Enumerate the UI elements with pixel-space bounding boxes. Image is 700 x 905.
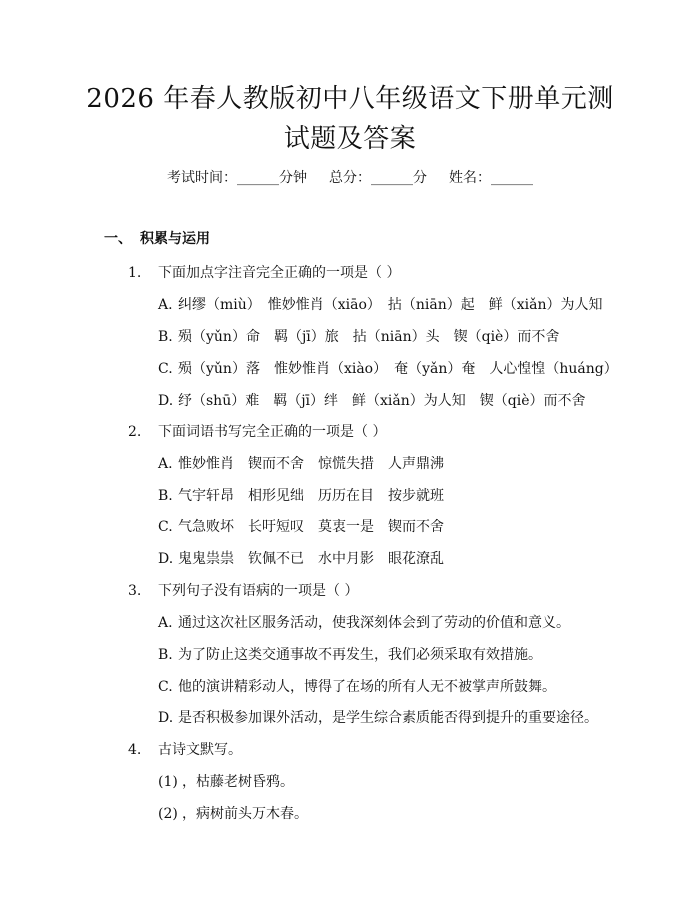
option-text: 殒（yǔn）命 羁（jī）旅 拈（niān）头 锲（qiè）而不舍: [178, 329, 560, 345]
exam-time-field: 考试时间：______分钟: [167, 170, 307, 186]
question-number: 4.: [128, 742, 142, 758]
question-1: [128, 263, 400, 283]
option-label: B.: [158, 329, 173, 345]
q1-option-c: [158, 359, 618, 379]
question-text: 下列句子没有语病的一项是（ ）: [158, 583, 359, 599]
option-label: C.: [158, 361, 173, 377]
option-text: 殒（yǔn）落 惟妙惟肖（xiào） 奄（yǎn）奄 人心惶惶（huáng）: [178, 361, 618, 377]
option-text: 他的演讲精彩动人，博得了在场的所有人无不被掌声所鼓舞。: [178, 679, 556, 695]
question-text: 古诗文默写。: [158, 742, 242, 758]
section-heading: [104, 229, 210, 249]
item-text: ，枯藤老树昏鸦。: [182, 774, 294, 790]
item-label: (2): [158, 806, 178, 822]
question-text: 下面加点字注音完全正确的一项是（ ）: [158, 265, 401, 281]
option-label: A.: [158, 456, 173, 472]
option-label: B.: [158, 488, 173, 504]
name-field: 姓名：______: [449, 170, 533, 186]
q1-option-a: [158, 295, 603, 315]
option-text: 纾（shū）难 羁（jī）绊 鲜（xiǎn）为人知 锲（qiè）而不舍: [178, 393, 586, 409]
exam-meta: [0, 168, 700, 188]
q2-option-b: [158, 486, 444, 506]
question-text: 下面词语书写完全正确的一项是（ ）: [158, 424, 387, 440]
option-text: 通过这次社区服务活动，使我深刻体会到了劳动的价值和意义。: [178, 615, 570, 631]
q3-option-c: [158, 677, 556, 697]
question-4: [128, 740, 242, 760]
question-3: [128, 581, 358, 601]
section-number: 一、: [104, 231, 132, 247]
doc-title-line-1: 2026 年春人教版初中八年级语文下册单元测: [86, 84, 614, 114]
option-text: 鬼鬼祟祟 钦佩不已 水中月影 眼花潦乱: [178, 551, 444, 567]
option-text: 气宇轩昂 相形见绌 历历在目 按步就班: [178, 488, 444, 504]
option-label: A.: [158, 297, 173, 313]
option-label: B.: [158, 647, 173, 663]
option-label: D.: [158, 551, 174, 567]
q2-option-d: [158, 549, 444, 569]
option-label: C.: [158, 519, 173, 535]
option-label: C.: [158, 679, 173, 695]
option-text: 是否积极参加课外活动，是学生综合素质能否得到提升的重要途径。: [178, 710, 598, 726]
question-number: 1.: [128, 265, 142, 281]
option-text: 惟妙惟肖 锲而不舍 惊慌失措 人声鼎沸: [178, 456, 444, 472]
q3-option-b: [158, 645, 542, 665]
question-2: [128, 422, 386, 442]
option-label: A.: [158, 615, 173, 631]
total-score-field: 总分：______分: [329, 170, 427, 186]
section-title: 积累与运用: [140, 231, 210, 247]
option-text: 气急败坏 长吁短叹 莫衷一是 锲而不舍: [178, 519, 444, 535]
item-text: ，病树前头万木春。: [182, 806, 308, 822]
option-label: D.: [158, 393, 174, 409]
q2-option-c: [158, 517, 444, 537]
q4-item-1: [158, 772, 294, 792]
q1-option-b: [158, 327, 559, 347]
option-text: 纠缪（miù） 惟妙惟肖（xiāo） 拈（niān）起 鲜（xiǎn）为人知: [178, 297, 603, 313]
question-number: 2.: [128, 424, 142, 440]
q2-option-a: [158, 454, 444, 474]
doc-title-line-2: 试题及答案: [283, 124, 417, 154]
option-text: 为了防止这类交通事故不再发生，我们必须采取有效措施。: [178, 647, 542, 663]
item-label: (1): [158, 774, 178, 790]
option-label: D.: [158, 710, 174, 726]
q3-option-d: [158, 708, 598, 728]
question-number: 3.: [128, 583, 142, 599]
q3-option-a: [158, 613, 570, 633]
q1-option-d: [158, 391, 586, 411]
q4-item-2: [158, 804, 308, 824]
